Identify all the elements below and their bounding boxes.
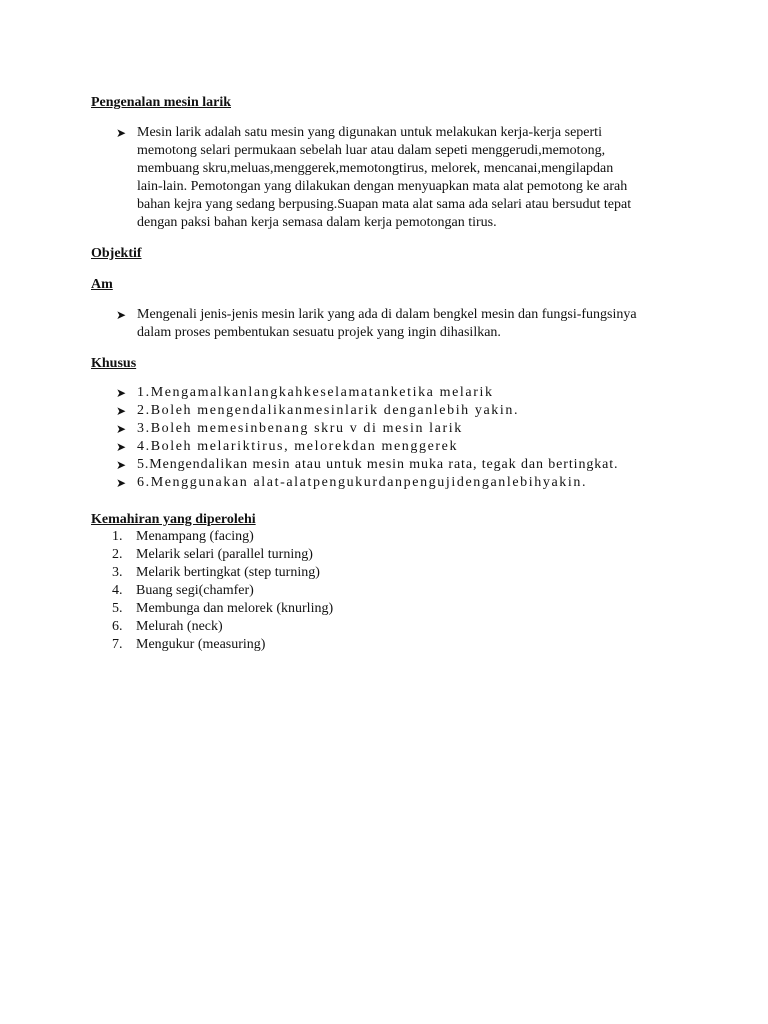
kemahiran-list (112, 528, 612, 654)
khusus-item-text: 3.Boleh memesinbenang skru v di mesin larik (137, 421, 463, 436)
kemahiran-item (112, 564, 612, 582)
kemahiran-item (112, 600, 612, 618)
kemahiran-item-text: Melarik bertingkat (step turning) (136, 565, 320, 580)
arrowhead-bullet-icon: ➤ (116, 422, 127, 436)
kemahiran-item-text: Melurah (neck) (136, 619, 223, 634)
section-heading-am: Am (91, 277, 113, 292)
intro-line-6: dengan paksi bahan kerja semasa dalam kerja pemotongan tirus. (137, 215, 497, 230)
khusus-item (116, 438, 696, 456)
am-bullet-block (116, 306, 696, 342)
section-heading-pengenalan: Pengenalan mesin larik (91, 95, 232, 110)
section-heading-objektif: Objektif (91, 246, 142, 261)
kemahiran-item-text: Menampang (facing) (136, 529, 254, 544)
am-line-2: dalam proses pembentukan sesuatu projek yang ingin dihasilkan. (137, 325, 501, 340)
khusus-list (116, 384, 696, 492)
khusus-item (116, 456, 696, 474)
list-number: 3. (112, 565, 123, 580)
khusus-item-text: 1.Mengamalkanlangkahkeselamatanketika melarik (137, 385, 494, 400)
khusus-item-text: 4.Boleh melariktirus, melorekdan menggerek (137, 439, 459, 454)
kemahiran-item-text: Membunga dan melorek (knurling) (136, 601, 334, 616)
kemahiran-item (112, 528, 612, 546)
khusus-item-text: 6.Menggunakan alat-alatpengukurdanpengujidenganlebihyakin. (137, 475, 588, 490)
kemahiran-item-text: Buang segi(chamfer) (136, 583, 254, 598)
am-line-1: Mengenali jenis-jenis mesin larik yang ada di dalam bengkel mesin dan fungsi-fungsinya (137, 307, 637, 322)
khusus-item-text: 5.Mengendalikan mesin atau untuk mesin muka rata, tegak dan bertingkat. (137, 457, 619, 472)
section-heading-khusus: Khusus (91, 356, 137, 371)
khusus-item (116, 420, 696, 438)
arrowhead-bullet-icon: ➤ (116, 440, 127, 454)
am-bullet (116, 306, 696, 342)
arrowhead-bullet-icon: ➤ (116, 404, 127, 418)
list-number: 7. (112, 637, 123, 652)
arrowhead-bullet-icon: ➤ (116, 476, 127, 490)
intro-bullet-block (116, 124, 696, 232)
arrowhead-bullet-icon: ➤ (116, 386, 127, 400)
kemahiran-item (112, 636, 612, 654)
intro-bullet (116, 124, 696, 232)
khusus-item-text: 2.Boleh mengendalikanmesinlarik denganlebih yakin. (137, 403, 520, 418)
arrowhead-bullet-icon: ➤ (116, 458, 127, 472)
arrowhead-bullet-icon: ➤ (116, 308, 127, 322)
kemahiran-item (112, 582, 612, 600)
intro-line-1: Mesin larik adalah satu mesin yang digunakan untuk melakukan kerja-kerja seperti (137, 125, 602, 140)
list-number: 5. (112, 601, 123, 616)
intro-line-4: lain-lain. Pemotongan yang dilakukan dengan menyuapkan mata alat pemotong ke arah (137, 179, 628, 194)
arrowhead-bullet-icon: ➤ (116, 126, 127, 140)
list-number: 6. (112, 619, 123, 634)
kemahiran-item-text: Melarik selari (parallel turning) (136, 547, 313, 562)
list-number: 1. (112, 529, 123, 544)
kemahiran-item (112, 618, 612, 636)
intro-line-3: membuang skru,meluas,menggerek,memotongtirus, melorek, mencanai,mengilapdan (137, 161, 614, 176)
kemahiran-item-text: Mengukur (measuring) (136, 637, 266, 652)
intro-line-2: memotong selari permukaan sebelah luar atau dalam sepeti menggerudi,memotong, (137, 143, 606, 158)
list-number: 2. (112, 547, 123, 562)
intro-line-5: bahan kejra yang sedang berpusing.Suapan mata alat sama ada selari atau bersudut tepat (137, 197, 632, 212)
section-heading-kemahiran: Kemahiran yang diperolehi (91, 512, 256, 527)
list-number: 4. (112, 583, 123, 598)
khusus-item (116, 402, 696, 420)
khusus-item (116, 384, 696, 402)
kemahiran-item (112, 546, 612, 564)
khusus-item (116, 474, 696, 492)
